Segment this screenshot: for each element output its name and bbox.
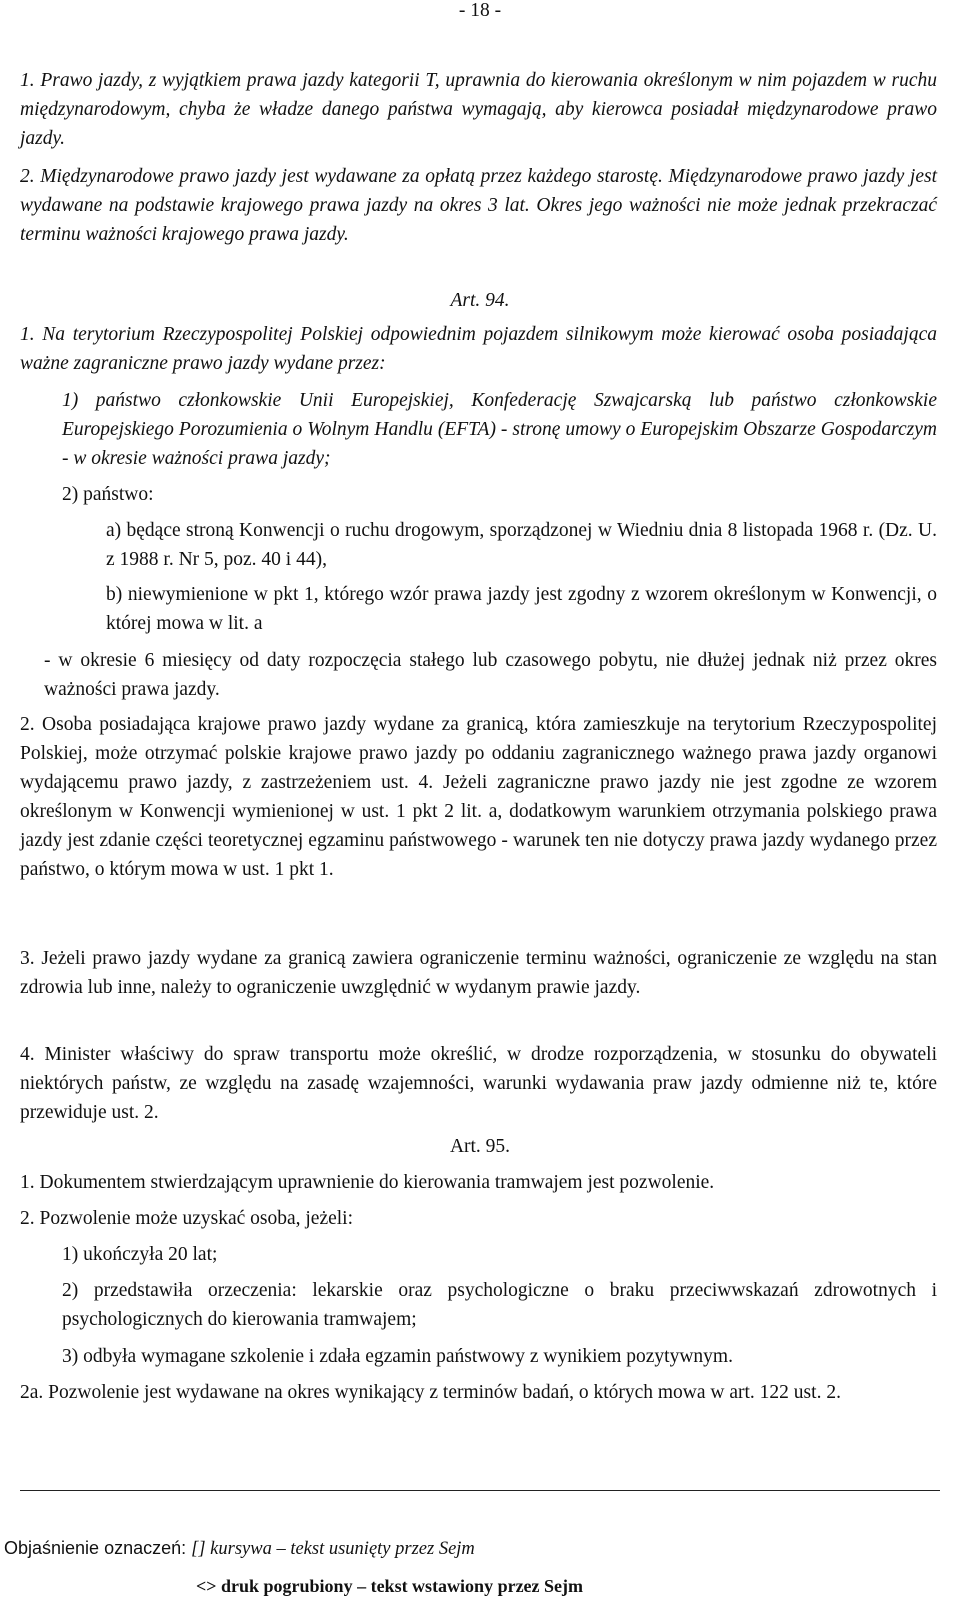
legend-line-1 [4, 1538, 475, 1560]
art93-paragraph-1: 1. Prawo jazdy, z wyjątkiem prawa jazdy kategorii T, uprawnia do kierowania określonym w nim pojazdem w ruchu międzynarodowym, chyba że władze danego państwa wymagają, aby kierowca posiadał międzynarodowe prawo jazdy. [20, 70, 937, 149]
art95-paragraph-1: 1. Dokumentem stwierdzającym uprawnienie do kierowania tramwajem jest pozwolenie. [20, 1172, 715, 1193]
art94-paragraph-1-text: 1. Na terytorium Rzeczypospolitej Polskiej odpowiednim pojazdem silnikowym może kierować osoba posiadająca ważne zagraniczne prawo jazdy wydane przez: [20, 324, 937, 374]
art95-title: Art. 95. [449, 1136, 511, 1157]
art94-title: Art. 94. [450, 290, 510, 311]
art95-paragraph-2a: 2a. Pozwolenie jest wydawane na okres wynikający z terminów badań, o których mowa w art. 122 ust. 2. [20, 1382, 841, 1403]
art95-item-1: 1) ukończyła 20 lat; [62, 1244, 218, 1265]
art94-paragraph-4: 4. Minister właściwy do spraw transportu może określić, w drodze rozporządzenia, w stosunku do obywateli niektórych państw, ze względu na zasadę wzajemności, warunki wydawania praw jazdy odmienne niż te, które przewiduje ust. 2. [20, 1044, 937, 1123]
art94-item-2a: a) będące stroną Konwencji o ruchu drogowym, sporządzonej w Wiedniu dnia 8 listopada 1968 r. (Dz. U. z 1988 r. Nr 5, poz. 40 i 44), [106, 520, 937, 570]
art94-paragraph-2: 2. Osoba posiadająca krajowe prawo jazdy wydane za granicą, która zamieszkuje na terytorium Rzeczypospolitej Polskiej, może otrzymać polskie krajowe prawo jazdy po oddaniu zagranicznego ważnego prawa jazdy organowi wydającemu prawo jazdy, z zastrzeżeniem ust. 4. Jeżeli zagraniczne prawo jazdy nie jest zgodne ze wzorem określonym w Konwencji wymienionej w ust. 1 pkt 2 lit. a, dodatkowym warunkiem otrzymania polskiego prawa jazdy jest zdanie części teoretycznej egzaminu państwowego - warunek ten nie dotyczy prawa jazdy wydanego przez państwo, o którym mowa w ust. 1 pkt 1. [20, 714, 937, 880]
art94-paragraph-1 [20, 320, 937, 378]
footer-divider [20, 1490, 940, 1491]
art94-item-2b: b) niewymienione w pkt 1, którego wzór prawa jazdy jest zgodny z wzorem określonym w Konwencji, o której mowa w lit. a [106, 584, 937, 634]
legend-inserted: <> druk pogrubiony – tekst wstawiony przez Sejm [196, 1576, 584, 1596]
page-number: - 18 - [458, 0, 502, 21]
art94-item-1: 1) państwo członkowskie Unii Europejskiej, Konfederację Szwajcarską lub państwo członkowskie Europejskiego Porozumienia o Wolnym Handlu (EFTA) - stronę umowy o Europejskim Obszarze Gospodarczym - w okresie ważności prawa jazdy; [62, 390, 937, 469]
art94-item-2: 2) państwo: [62, 484, 154, 505]
art95-item-2: 2) przedstawiła orzeczenia: lekarskie oraz psychologiczne o braku przeciwwskazań zdrowotnych i psychologicznych do kierowania tramwajem; [62, 1280, 937, 1330]
art94-tail: - w okresie 6 miesięcy od daty rozpoczęcia stałego lub czasowego pobytu, nie dłużej jednak niż przez okres ważności prawa jazdy. [44, 650, 937, 700]
legend-deleted: [] kursywa – tekst usunięty przez Sejm [191, 1539, 475, 1559]
legend-label: Objaśnienie oznaczeń: [4, 1538, 187, 1558]
art94-paragraph-3: 3. Jeżeli prawo jazdy wydane za granicą zawiera ograniczenie terminu ważności, ograniczenie ze względu na stan zdrowia lub inne, należy to ograniczenie uwzględnić w wydanym prawie jazdy. [20, 948, 937, 998]
art95-item-3: 3) odbyła wymagane szkolenie i zdała egzamin państwowy z wynikiem pozytywnym. [62, 1346, 733, 1367]
art93-paragraph-2: 2. Międzynarodowe prawo jazdy jest wydawane za opłatą przez każdego starostę. Międzynarodowe prawo jazdy jest wydawane na podstawie krajowego prawa jazdy na okres 3 lat. Okres jego ważności nie może jednak przekraczać terminu ważności krajowego prawa jazdy. [20, 166, 937, 245]
art95-paragraph-2: 2. Pozwolenie może uzyskać osoba, jeżeli: [20, 1208, 354, 1229]
